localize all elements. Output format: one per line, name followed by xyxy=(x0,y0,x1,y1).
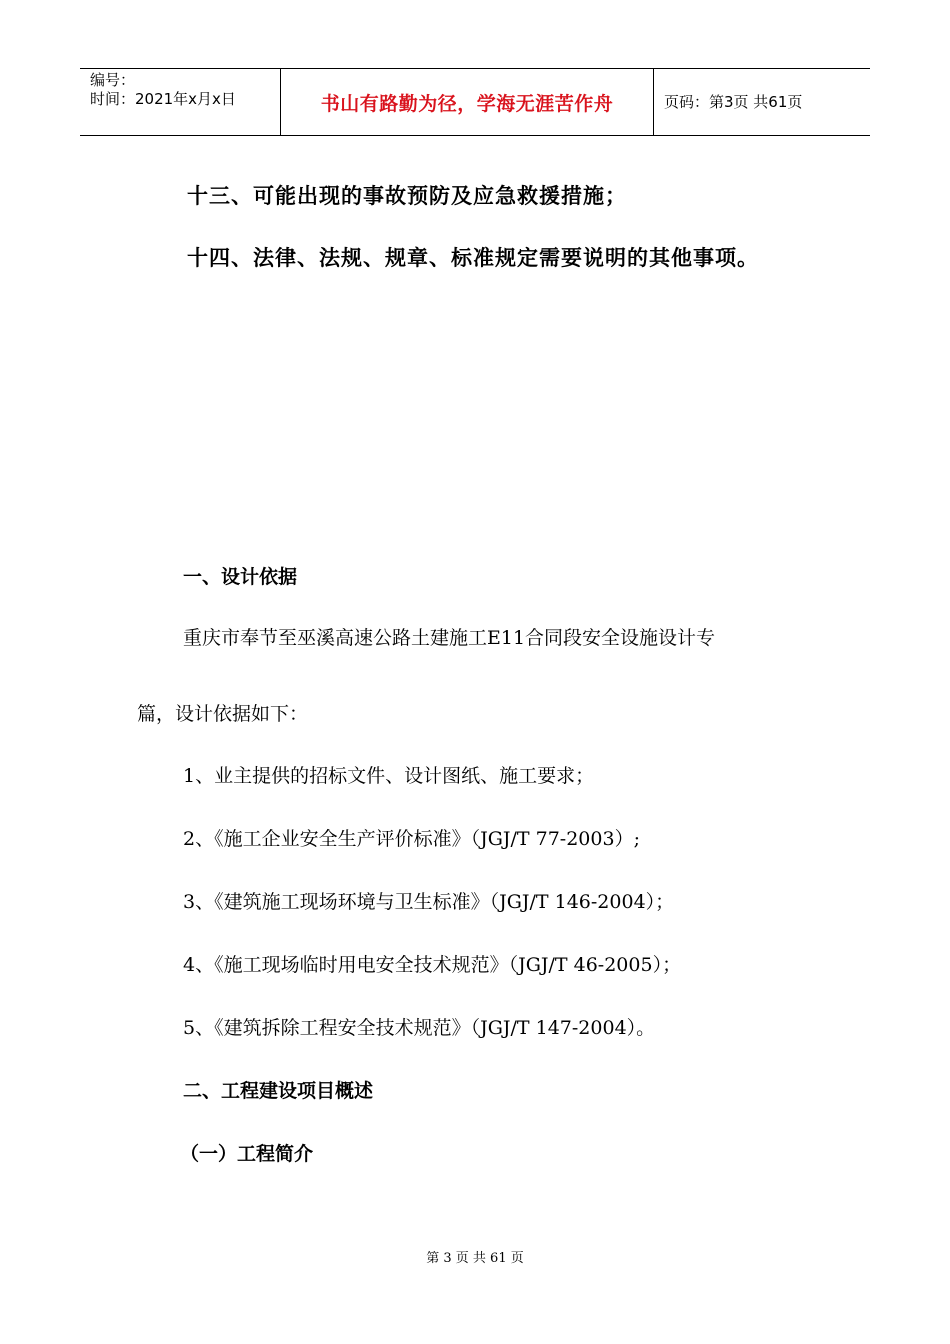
list-item-3: 3、《建筑施工现场环境与卫生标准》（JGJ/T 146-2004）； xyxy=(183,891,675,913)
section-title-design-basis: 一、设计依据 xyxy=(183,566,298,588)
header-page-indicator: 页码：第3页 共61页 xyxy=(664,92,803,111)
document-number-label: 编号： xyxy=(90,71,136,89)
paragraph-intro-line-1: 重庆市奉节至巫溪高速公路土建施工E11合同段安全设施设计专 xyxy=(183,627,716,649)
document-date-label: 时间：2021年x月x日 xyxy=(90,90,236,108)
list-item-4: 4、《施工现场临时用电安全技术规范》（JGJ/T 46-2005）； xyxy=(183,954,682,976)
header-motto-cell xyxy=(281,69,654,135)
heading-item-13: 十三、可能出现的事故预防及应急救援措施； xyxy=(187,184,627,208)
list-item-1: 1、业主提供的招标文件、设计图纸、施工要求； xyxy=(183,765,595,787)
list-item-5: 5、《建筑拆除工程安全技术规范》（JGJ/T 147-2004）。 xyxy=(183,1017,656,1039)
page-footer: 第 3 页 共 61 页 xyxy=(426,1251,524,1266)
header-meta-cell xyxy=(80,69,281,135)
list-item-2: 2、《施工企业安全生产评价标准》（JGJ/T 77-2003）; xyxy=(183,828,640,850)
heading-item-14: 十四、法律、法规、规章、标准规定需要说明的其他事项。 xyxy=(187,246,759,270)
subsection-title-project-intro: （一）工程简介 xyxy=(180,1143,314,1165)
section-title-project-overview: 二、工程建设项目概述 xyxy=(183,1080,374,1102)
header-page-cell xyxy=(654,69,870,135)
header-motto: 书山有路勤为径，学海无涯苦作舟 xyxy=(320,92,614,115)
paragraph-intro-line-2: 篇，设计依据如下： xyxy=(137,703,309,725)
document-header xyxy=(80,68,870,136)
